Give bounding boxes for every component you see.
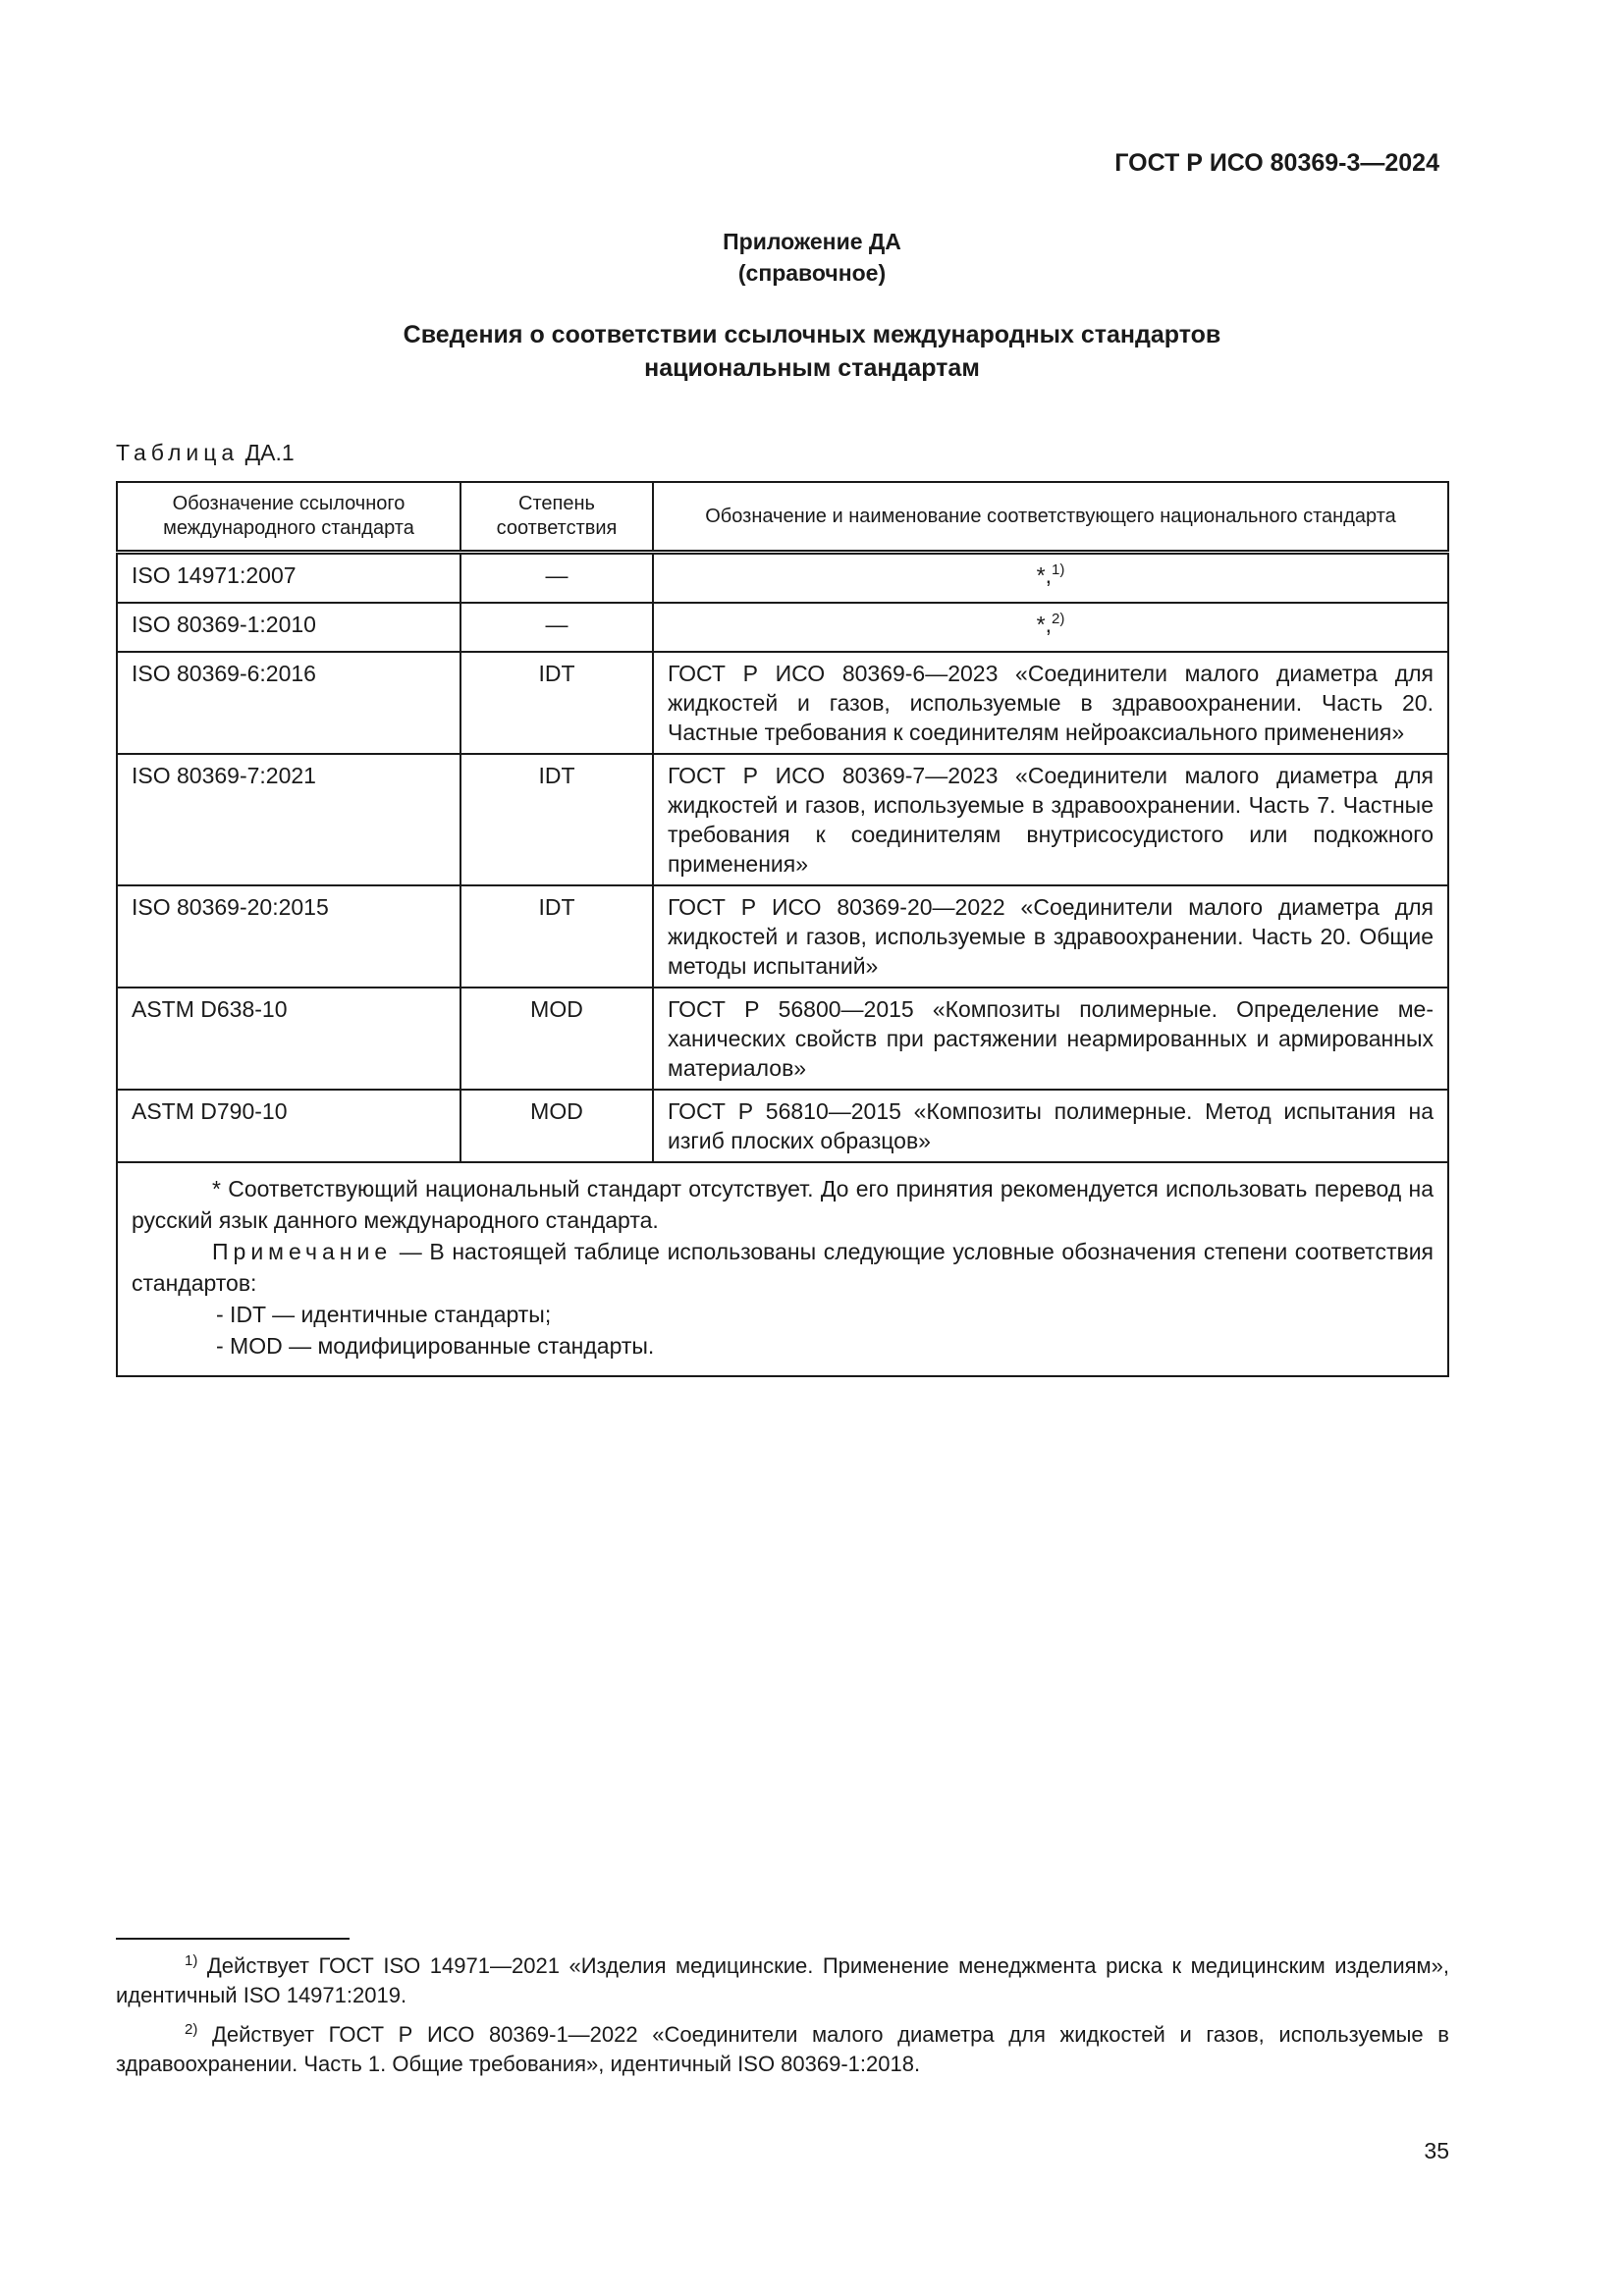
page-number: 35 bbox=[1424, 2138, 1449, 2163]
standards-table bbox=[116, 481, 1449, 1377]
footnote bbox=[116, 2020, 1449, 2079]
table-row bbox=[117, 885, 1448, 988]
footnote-text: Действует ГОСТ ISO 14971—2021 «Изделия медицинские. Применение менеджмента риска к медицинским изделиям», идентичный ISO 14971:2019. bbox=[116, 1953, 1449, 2007]
asterisk-note: * Соответствующий национальный стандарт отсутствует. До его принятия рекомендуется использовать перевод на русский язык данного международного стандарта. bbox=[132, 1176, 1434, 1233]
footnote-text: Действует ГОСТ Р ИСО 80369-1—2022 «Соединители малого диаметра для жидкостей и газов, используемые в здравоохранении. Часть 1. Общие требования», идентичный ISO 80369-1:2018. bbox=[116, 2022, 1449, 2076]
national-cell-text: *, bbox=[1036, 562, 1052, 588]
table-header-row bbox=[117, 482, 1448, 553]
note-text: — В настоящей таблице использованы следующие условные обозначения степени соответствия стандартов: bbox=[132, 1239, 1434, 1296]
national-cell bbox=[653, 553, 1448, 604]
footnote-divider bbox=[116, 1938, 350, 1940]
annex-heading-line-2: национальным стандартам bbox=[644, 354, 980, 382]
footnote bbox=[116, 1951, 1449, 2010]
reference-cell: ISO 80369-6:2016 bbox=[117, 652, 460, 754]
note-paragraph bbox=[132, 1236, 1434, 1299]
column-header-national: Обозначение и наименование соответствующего национального стандарта bbox=[653, 482, 1448, 553]
footnote-ref: 1) bbox=[1052, 561, 1065, 578]
reference-cell: ISO 80369-1:2010 bbox=[117, 603, 460, 652]
reference-cell: ASTM D638-10 bbox=[117, 988, 460, 1090]
table-caption bbox=[116, 440, 295, 466]
national-cell: ГОСТ Р 56810—2015 «Композиты полимерные. Метод испытания на изгиб плоских образцов» bbox=[653, 1090, 1448, 1162]
reference-cell: ISO 80369-7:2021 bbox=[117, 754, 460, 885]
national-cell bbox=[653, 603, 1448, 652]
footnote-mark: 1) bbox=[185, 1952, 198, 1969]
footnote-ref: 2) bbox=[1052, 611, 1065, 627]
table-notes bbox=[117, 1162, 1448, 1376]
annex-header bbox=[0, 226, 1624, 289]
national-cell: ГОСТ Р ИСО 80369-20—2022 «Соединители малого диаметра для жидкостей и газов, используемые в здравоохранении. Часть 20. Общие методы испытаний» bbox=[653, 885, 1448, 988]
document-code: ГОСТ Р ИСО 80369-3—2024 bbox=[1114, 149, 1439, 177]
column-header-reference: Обозначение ссылочного международного стандарта bbox=[117, 482, 460, 553]
table-row bbox=[117, 754, 1448, 885]
table-row bbox=[117, 603, 1448, 652]
list-item: - IDT — идентичные стандарты; bbox=[216, 1302, 552, 1327]
footnote-mark: 2) bbox=[185, 2021, 198, 2038]
degree-cell: MOD bbox=[460, 988, 653, 1090]
list-item: - MOD — модифицированные стандарты. bbox=[216, 1333, 655, 1359]
table-caption-word: Таблица bbox=[116, 440, 240, 465]
reference-cell: ASTM D790-10 bbox=[117, 1090, 460, 1162]
table-caption-id: ДА.1 bbox=[244, 440, 295, 465]
footnotes bbox=[116, 1951, 1449, 2089]
degree-cell: IDT bbox=[460, 754, 653, 885]
table-row bbox=[117, 1090, 1448, 1162]
degree-cell: IDT bbox=[460, 652, 653, 754]
column-header-degree: Степень соответствия bbox=[460, 482, 653, 553]
degree-cell: MOD bbox=[460, 1090, 653, 1162]
degree-cell: IDT bbox=[460, 885, 653, 988]
reference-cell: ISO 14971:2007 bbox=[117, 553, 460, 604]
annex-heading bbox=[0, 318, 1624, 385]
degree-cell: — bbox=[460, 603, 653, 652]
table-row bbox=[117, 988, 1448, 1090]
note-label: Примечание bbox=[212, 1239, 393, 1264]
national-cell: ГОСТ Р ИСО 80369-6—2023 «Соединители малого диаметра для жидкостей и газов, используемые в здравоохранении. Часть 20. Частные требования к соединителям нейроаксиального применения» bbox=[653, 652, 1448, 754]
table-notes-row bbox=[117, 1162, 1448, 1376]
table-row bbox=[117, 652, 1448, 754]
table-row bbox=[117, 553, 1448, 604]
national-cell: ГОСТ Р 56800—2015 «Композиты полимерные. Определение механических свойств при растяжении неармированных и армированных материалов» bbox=[653, 988, 1448, 1090]
reference-cell: ISO 80369-20:2015 bbox=[117, 885, 460, 988]
national-cell: ГОСТ Р ИСО 80369-7—2023 «Соединители малого диаметра для жидкостей и газов, используемые в здравоохранении. Часть 7. Частные требования к соединителям внутрисосудистого или подкожного применения» bbox=[653, 754, 1448, 885]
degree-cell: — bbox=[460, 553, 653, 604]
annex-title: Приложение ДА bbox=[723, 229, 901, 254]
national-cell-text: *, bbox=[1036, 612, 1052, 637]
annex-kind: (справочное) bbox=[737, 260, 887, 286]
annex-heading-line-1: Сведения о соответствии ссылочных международных стандартов bbox=[403, 321, 1221, 348]
